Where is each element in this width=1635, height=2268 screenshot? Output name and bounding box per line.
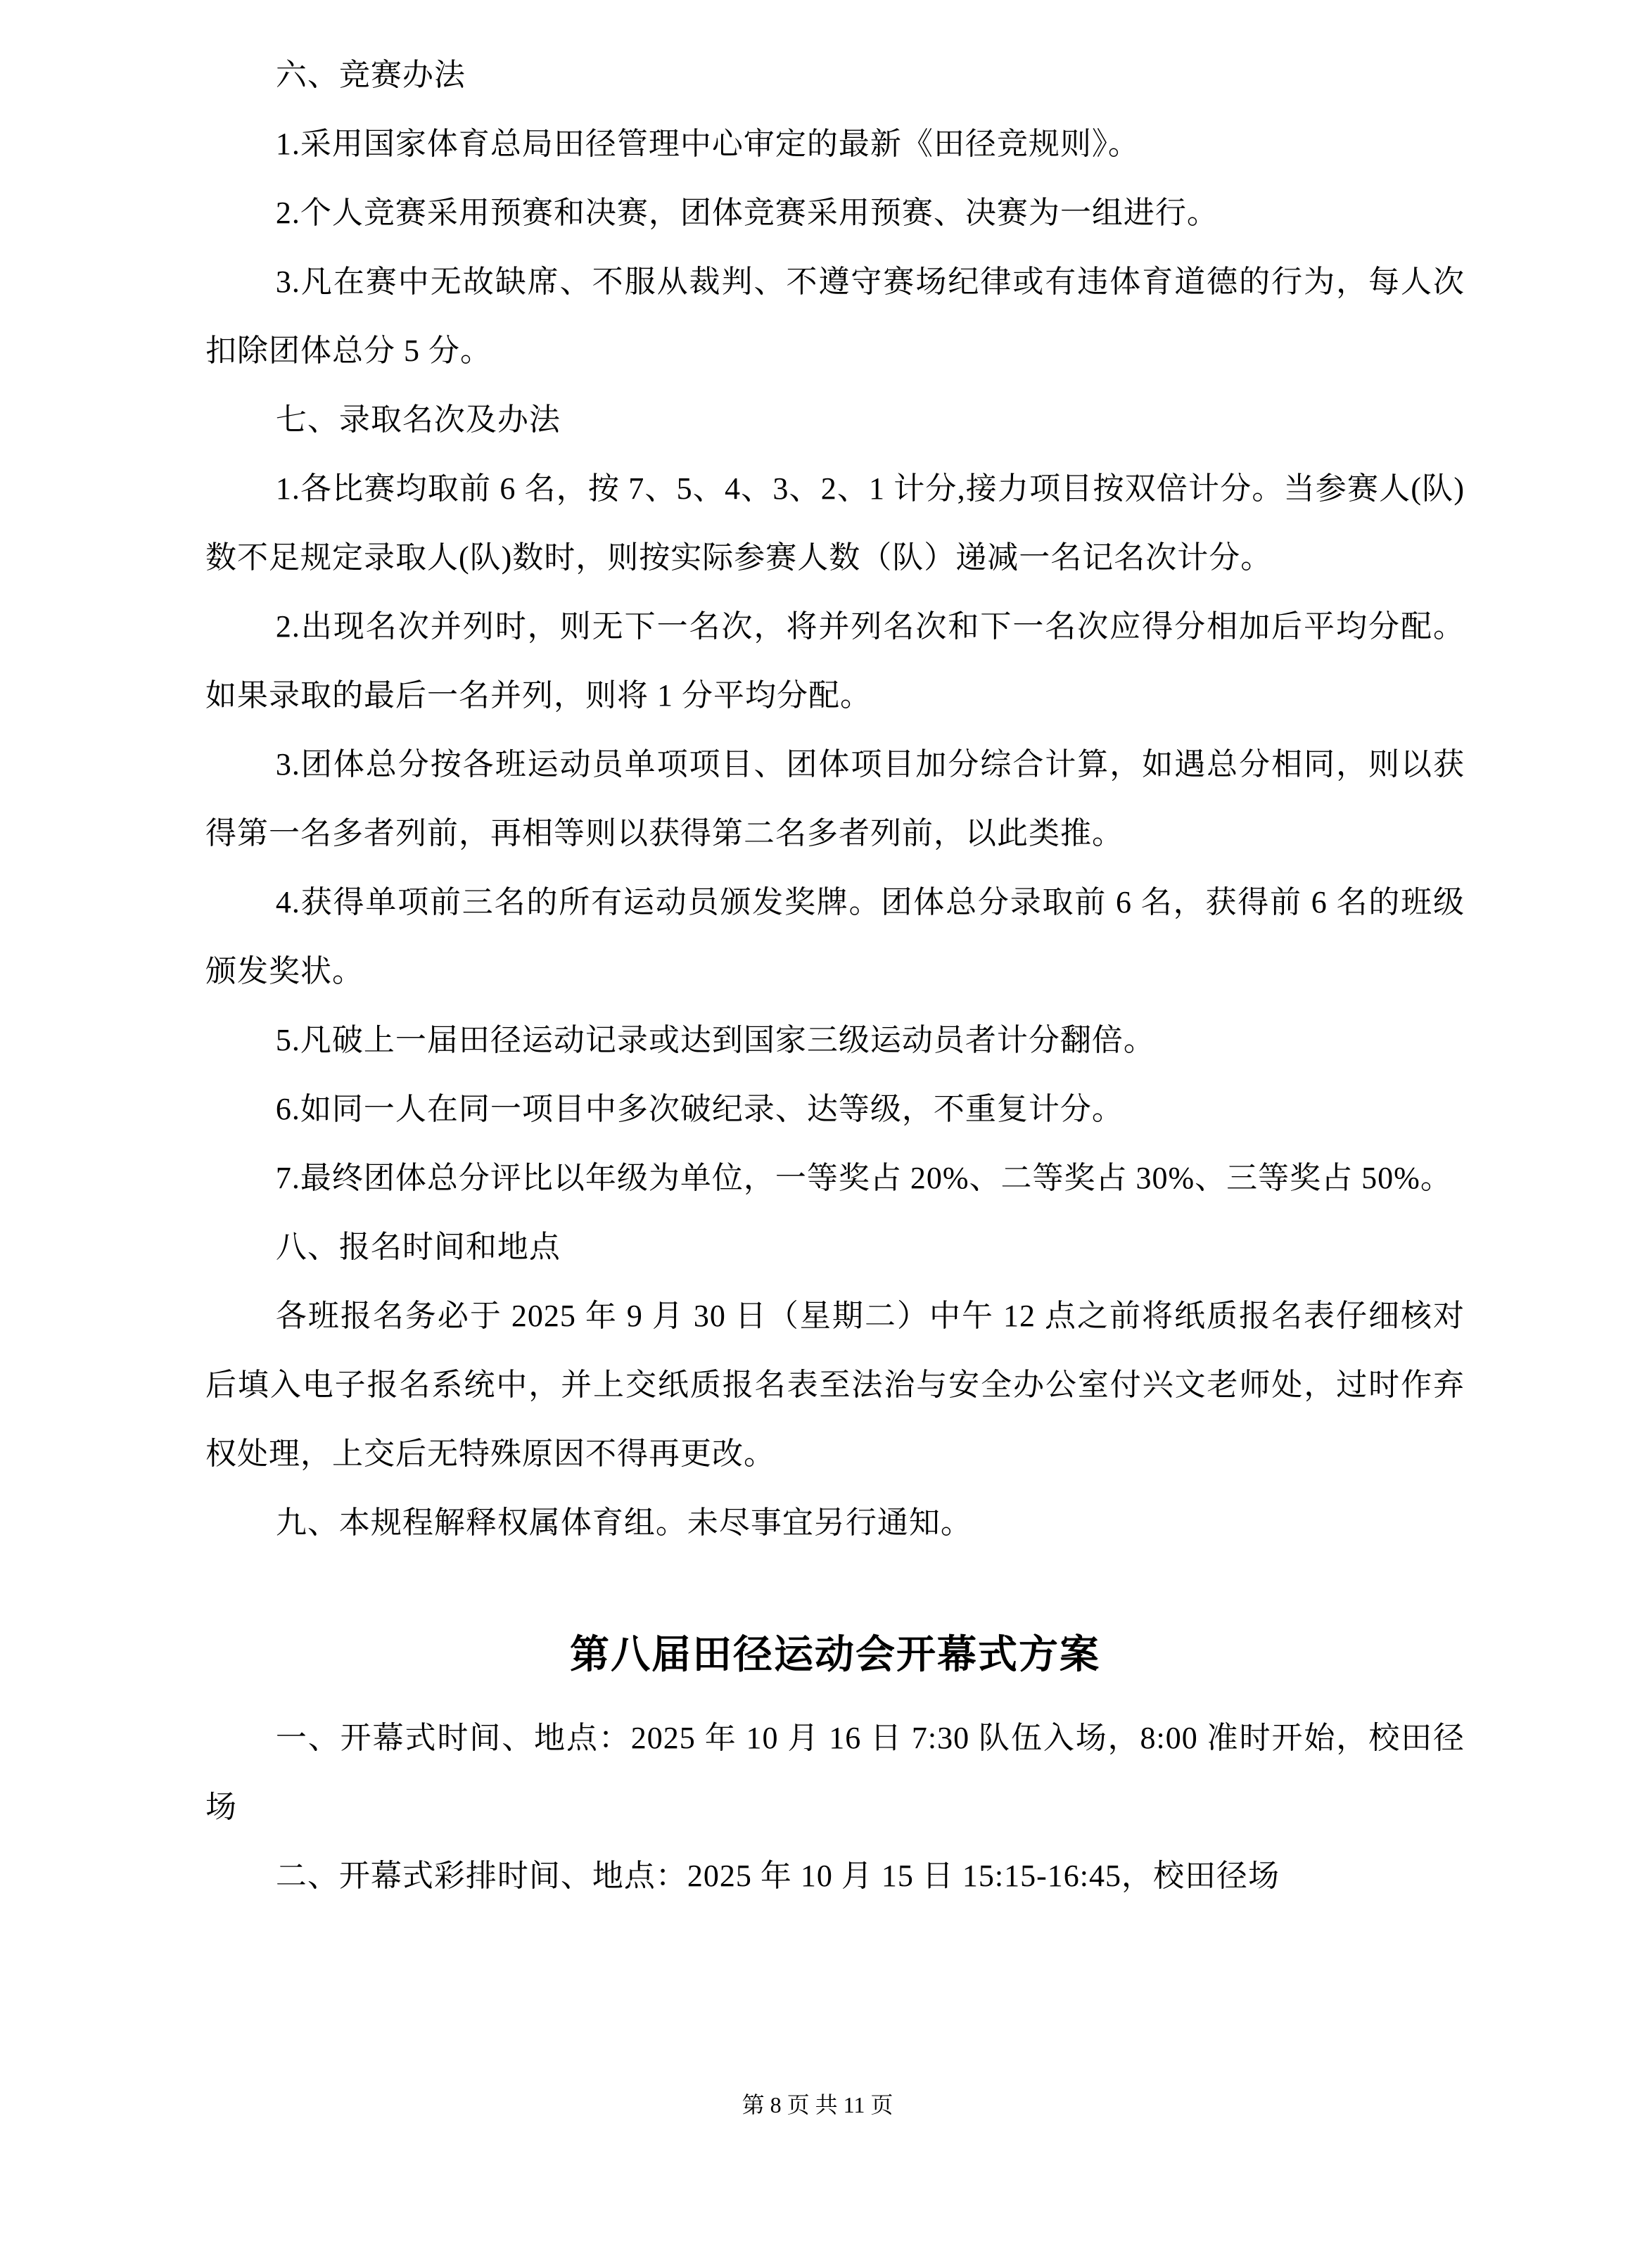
paragraph: 2.出现名次并列时，则无下一名次，将并列名次和下一名次应得分相加后平均分配。如果录取的最后一名并列，则将 1 分平均分配。 [205, 609, 1465, 713]
paragraph: 2.个人竞赛采用预赛和决赛，团体竞赛采用预赛、决赛为一组进行。 [275, 196, 1219, 230]
paragraph: 1.各比赛均取前 6 名，按 7、5、4、3、2、1 计分,接力项目按双倍计分。当参赛人(队)数不足规定录取人(队)数时，则按实际参赛人数（队）递减一名记名次计分。 [205, 471, 1465, 575]
section-heading-7: 七、录取名次及办法 [275, 402, 561, 437]
paragraph: 7.最终团体总分评比以年级为单位，一等奖占 20%、二等奖占 30%、三等奖占 50%。 [275, 1161, 1452, 1195]
paragraph: 1.采用国家体育总局田径管理中心审定的最新《田径竞规则》。 [275, 127, 1140, 161]
paragraph: 一、开幕式时间、地点：2025 年 10 月 16 日 7:30 队伍入场，8:00 准时开始，校田径场 [205, 1721, 1465, 1824]
paragraph: 二、开幕式彩排时间、地点：2025 年 10 月 15 日 15:15-16:45，校田径场 [275, 1859, 1280, 1893]
page-footer: 第 8 页 共 11 页 [742, 2092, 893, 2117]
document-body [205, 41, 1465, 1911]
paragraph: 各班报名务必于 2025 年 9 月 30 日（星期二）中午 12 点之前将纸质报名表仔细核对后填入电子报名系统中，并上交纸质报名表至法治与安全办公室付兴文老师处，过时作弃权处理，上交后无特殊原因不得再更改。 [205, 1299, 1465, 1471]
opening-ceremony-heading: 第八届田径运动会开幕式方案 [570, 1633, 1100, 1677]
section-heading-9: 九、本规程解释权属体育组。未尽事宜另行通知。 [275, 1505, 972, 1540]
paragraph: 5.凡破上一届田径运动记录或达到国家三级运动员者计分翻倍。 [275, 1023, 1155, 1057]
paragraph: 4.获得单项前三名的所有运动员颁发奖牌。团体总分录取前 6 名，获得前 6 名的班级颁发奖状。 [205, 885, 1465, 988]
paragraph: 3.团体总分按各班运动员单项项目、团体项目加分综合计算，如遇总分相同，则以获得第一名多者列前，再相等则以获得第二名多者列前，以此类推。 [205, 747, 1465, 850]
paragraph: 3.凡在赛中无故缺席、不服从裁判、不遵守赛场纪律或有违体育道德的行为，每人次扣除团体总分 5 分。 [205, 265, 1465, 368]
paragraph: 6.如同一人在同一项目中多次破纪录、达等级，不重复计分。 [275, 1092, 1124, 1126]
section-heading-8: 八、报名时间和地点 [275, 1230, 561, 1264]
section-heading-6: 六、竞赛办法 [275, 58, 466, 92]
